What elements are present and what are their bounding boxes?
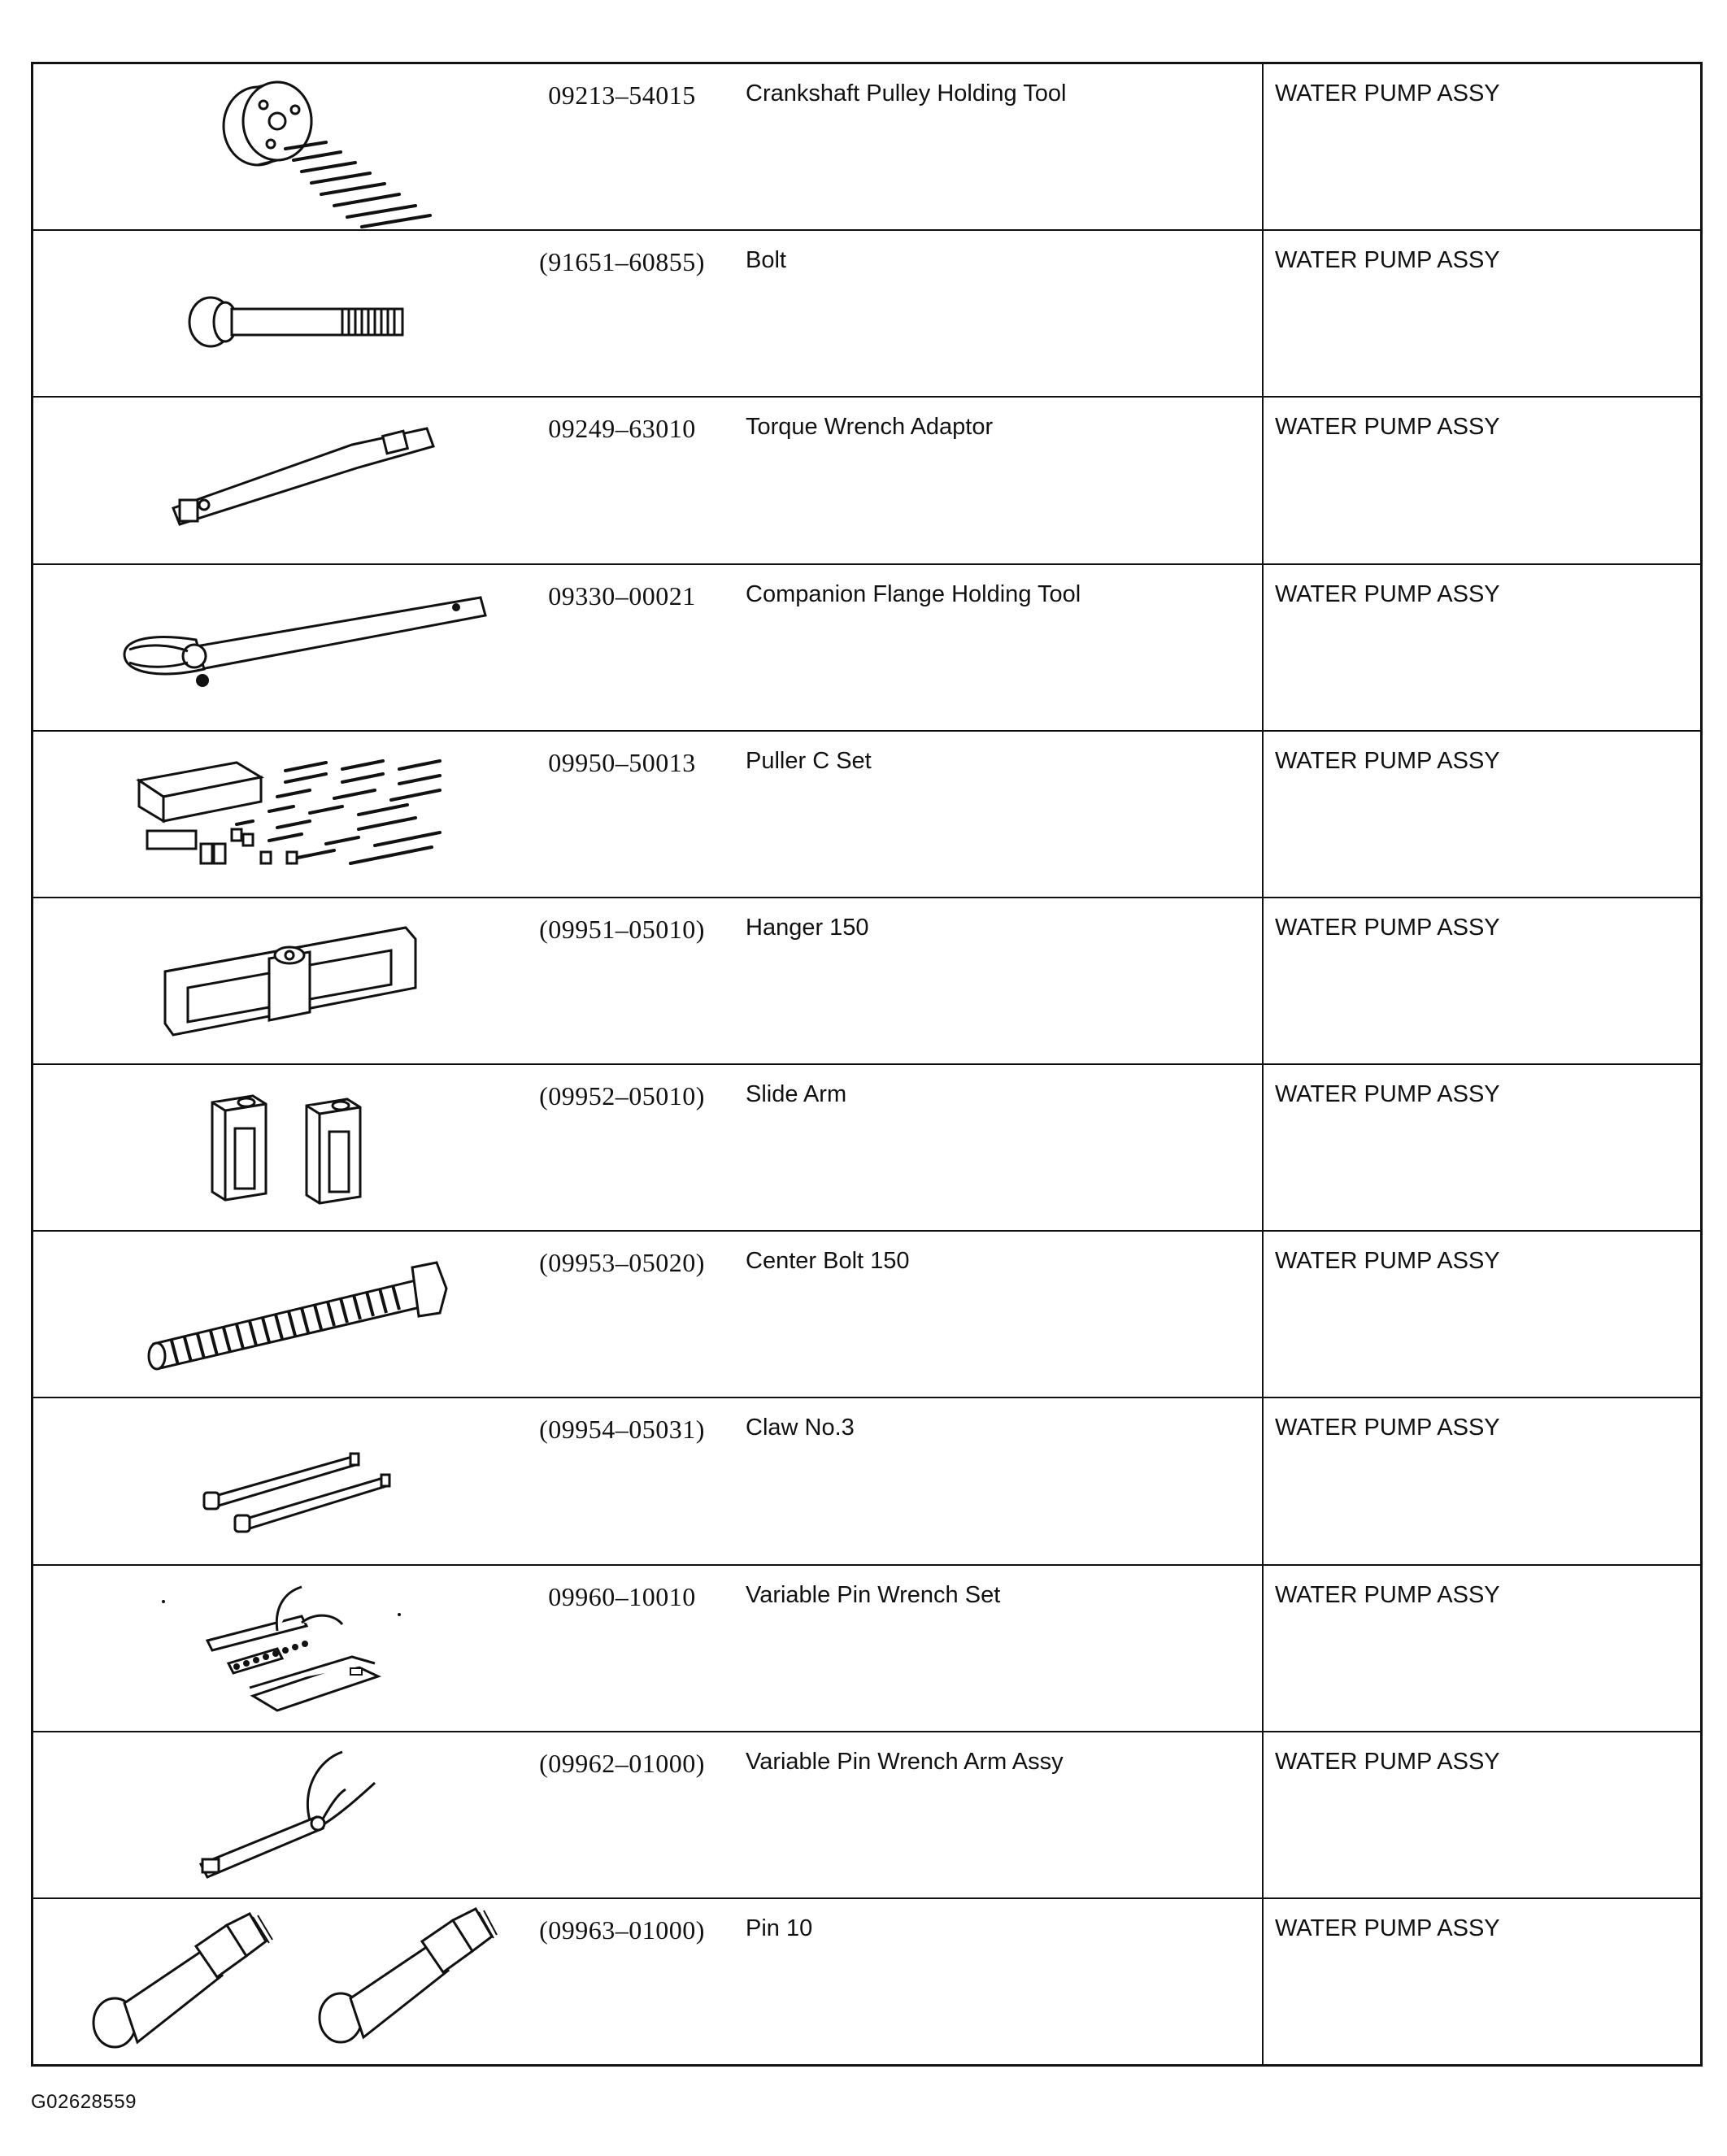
part-number: (09963–01000) <box>539 1915 705 1945</box>
pin-wrench-arm-icon <box>33 1732 505 1899</box>
illustration-cell <box>33 1899 505 2064</box>
application-note: WATER PUMP ASSY <box>1262 231 1700 396</box>
pin-icon <box>33 1899 505 2066</box>
part-number: 09330–00021 <box>548 580 696 611</box>
application-note: WATER PUMP ASSY <box>1262 1232 1700 1397</box>
part-number: (09951–05010) <box>539 914 705 944</box>
application-note: WATER PUMP ASSY <box>1262 1398 1700 1563</box>
illustration-cell <box>33 1566 505 1731</box>
part-number: (09954–05031) <box>539 1415 705 1445</box>
illustration-cell <box>33 565 505 730</box>
tool-name: Hanger 150 <box>746 914 869 941</box>
hanger-icon <box>33 898 505 1065</box>
tool-name: Variable Pin Wrench Arm Assy <box>746 1748 1064 1775</box>
illustration-cell <box>33 1398 505 1563</box>
application-note: WATER PUMP ASSY <box>1262 1732 1700 1897</box>
part-number: (91651–60855) <box>539 247 705 277</box>
table-row <box>33 898 1700 1065</box>
table-row <box>33 231 1700 398</box>
illustration-cell <box>33 398 505 563</box>
pin-wrench-set-icon <box>33 1566 505 1732</box>
part-number: (09952–05010) <box>539 1081 705 1111</box>
pulley-holding-tool-icon <box>33 64 505 231</box>
tool-name: Puller C Set <box>746 747 872 774</box>
table-row <box>33 565 1700 732</box>
tool-name: Companion Flange Holding Tool <box>746 580 1081 607</box>
figure-code: G02628559 <box>31 2091 137 2113</box>
tool-name: Center Bolt 150 <box>746 1248 910 1275</box>
torque-wrench-adaptor-icon <box>33 398 505 564</box>
table-row <box>33 1732 1700 1899</box>
part-number: 09960–10010 <box>548 1581 696 1611</box>
illustration-cell <box>33 732 505 897</box>
tool-name: Bolt <box>746 247 786 274</box>
special-service-tools-table <box>31 62 1703 2067</box>
tool-name: Torque Wrench Adaptor <box>746 414 994 441</box>
application-note: WATER PUMP ASSY <box>1262 1065 1700 1230</box>
table-row <box>33 1398 1700 1565</box>
bolt-icon <box>33 231 505 398</box>
illustration-cell <box>33 1232 505 1397</box>
part-number: (09962–01000) <box>539 1748 705 1778</box>
claw-icon <box>33 1398 505 1565</box>
center-bolt-icon <box>33 1232 505 1398</box>
table-row <box>33 64 1700 231</box>
application-note: WATER PUMP ASSY <box>1262 64 1700 229</box>
tool-name: Variable Pin Wrench Set <box>746 1581 1001 1608</box>
part-number: 09249–63010 <box>548 414 696 444</box>
table-row <box>33 1065 1700 1232</box>
illustration-cell <box>33 231 505 396</box>
application-note: WATER PUMP ASSY <box>1262 732 1700 897</box>
part-number: (09953–05020) <box>539 1248 705 1278</box>
table-row <box>33 732 1700 898</box>
part-number: 09950–50013 <box>548 747 696 777</box>
puller-set-icon <box>33 732 505 898</box>
tool-name: Pin 10 <box>746 1915 813 1941</box>
illustration-cell <box>33 898 505 1063</box>
table-row <box>33 1566 1700 1732</box>
table-row <box>33 398 1700 564</box>
application-note: WATER PUMP ASSY <box>1262 398 1700 563</box>
flange-holding-tool-icon <box>33 565 505 732</box>
illustration-cell <box>33 1065 505 1230</box>
part-number: 09213–54015 <box>548 80 696 110</box>
table-row <box>33 1899 1700 2064</box>
application-note: WATER PUMP ASSY <box>1262 565 1700 730</box>
application-note: WATER PUMP ASSY <box>1262 1899 1700 2064</box>
illustration-cell <box>33 1732 505 1897</box>
slide-arm-icon <box>33 1065 505 1232</box>
tool-name: Crankshaft Pulley Holding Tool <box>746 80 1067 106</box>
tool-name: Claw No.3 <box>746 1415 855 1441</box>
illustration-cell <box>33 64 505 229</box>
application-note: WATER PUMP ASSY <box>1262 1566 1700 1731</box>
tool-name: Slide Arm <box>746 1081 847 1108</box>
table-row <box>33 1232 1700 1398</box>
application-note: WATER PUMP ASSY <box>1262 898 1700 1063</box>
